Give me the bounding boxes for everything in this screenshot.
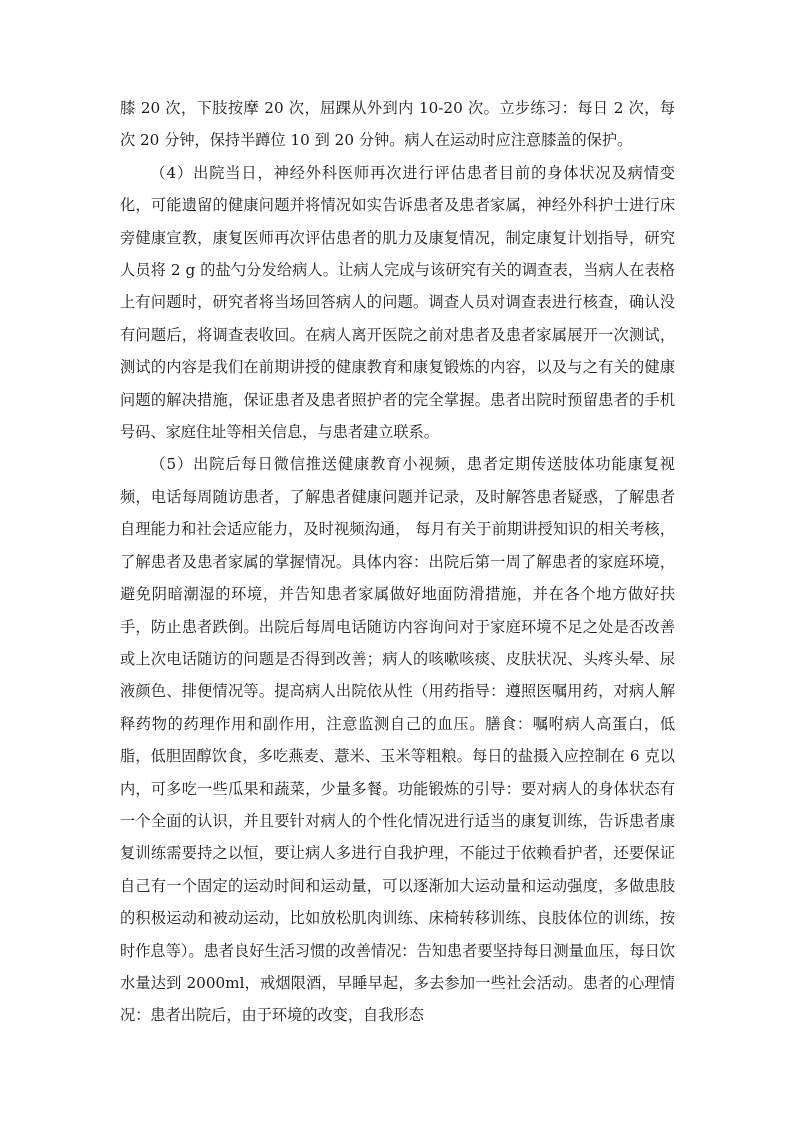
paragraph-discharge-day: （4）出院当日，神经外科医师再次进行评估患者目前的身体状况及病情变化，可能遗留的健康问题并将情况如实告诉患者及患者家属，神经外科护士进行床旁健康宣教，康复医师再次评估患者的肌力及康复情况，制定康复计划指导，研究人员将 2 g 的盐勺分发给病人。让病人完成与该研究有关的调查表，当病人在表格上有问题时，研究者将当场回答病人的问题。调查人员对调查表进行核查，确认没有问题后，将调查表收回。在病人离开医院之前对患者及患者家属展开一次测试，测试的内容是我们在前期讲授的健康教育和康复锻炼的内容，以及与之有关的健康问题的解决措施，保证患者及患者照护者的完全掌握。患者出院时预留患者的手机号码、家庭住址等相关信息，与患者建立联系。 xyxy=(120,163,675,442)
body-text xyxy=(120,92,675,1032)
paragraph-exercise-continuation: 膝 20 次，下肢按摩 20 次，屈踝从外到内 10-20 次。立步练习：每日 2 次，每次 20 分钟，保持半蹲位 10 到 20 分钟。病人在运动时应注意膝盖的保护。 xyxy=(120,99,675,150)
paragraph-post-discharge: （5）出院后每日微信推送健康教育小视频，患者定期传送肢体功能康复视频，电话每周随访患者，了解患者健康问题并记录，及时解答患者疑惑，了解患者自理能力和社会适应能力，及时视频沟通， 每月有关于前期讲授知识的相关考核，了解患者及患者家属的掌握情况。具体内容：出院后第一周了解患者的家庭环境，避免阴暗潮湿的环境，并告知患者家属做好地面防滑措施，并在各个地方做好扶手，防止患者跌倒。出院后每周电话随访内容询问对于家庭环境不足之处是否改善或上次电话随访的问题是否得到改善；病人的咳嗽咳痰、皮肤状况、头疼头晕、尿液颜色、排便情况等。提高病人出院依从性（用药指导：遵照医嘱用药，对病人解释药物的药理作用和副作用，注意监测自己的血压。膳食：嘱咐病人高蛋白，低脂，低胆固醇饮食，多吃燕麦、薏米、玉米等粗粮。每日的盐摄入应控制在 6 克以内，可多吃一些瓜果和蔬菜，少量多餐。功能锻炼的引导：要对病人的身体状态有一个全面的认识，并且要针对病人的个性化情况进行适当的康复训练，告诉患者康复训练需要持之以恒，要让病人多进行自我护理，不能过于依赖看护者，还要保证自己有一个固定的运动时间和运动量，可以逐渐加大运动量和运动强度，多做患肢的积极运动和被动运动，比如放松肌肉训练、床椅转移训练、良肢体位的训练，按时作息等）。患者良好生活习惯的改善情况：告知患者要坚持每日测量血压，每日饮水量达到 2000ml，戒烟限酒，早睡早起，多去参加一些社会活动。患者的心理情况：患者出院后，由于环境的改变，自我形态 xyxy=(120,455,675,1025)
